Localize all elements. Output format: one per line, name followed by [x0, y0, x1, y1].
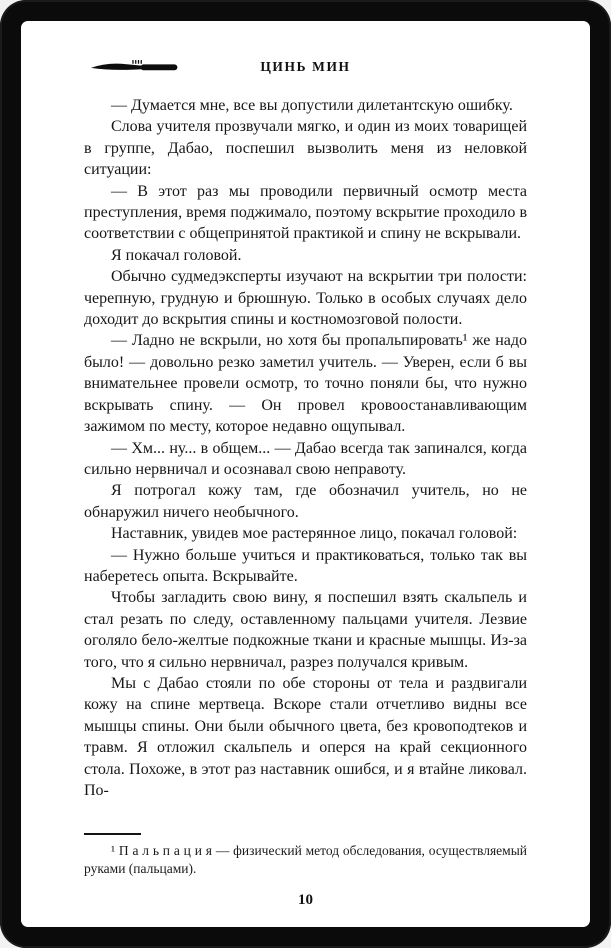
paragraph: Я покачал головой.	[111, 246, 242, 264]
paragraph: — В этот раз мы проводили первичный осмотр места преступления, время поджимало, поэтому вскрытие проходило в соответствии с общепринятой практикой и спину не вскрывали.	[84, 182, 527, 243]
body-text	[84, 95, 527, 801]
paragraph: Мы с Дабао стояли по обе стороны от тела и раздвигали кожу на спине мертвеца. Вскоре стали отчетливо видны все мышцы спины. Они были обычного цвета, без кровоподтеков и травм. Я отложил скальпель и оперся на край секционного стола. Похоже, в этот раз наставник ошибся, и я втайне ликовал. По-	[84, 674, 527, 799]
footnote-rule	[84, 833, 141, 835]
paragraph: — Думается мне, все вы допустили дилетантскую ошибку.	[111, 97, 513, 114]
footnote-block	[84, 827, 527, 878]
paragraph: Наставник, увидев мое растерянное лицо, покачал головой:	[111, 525, 518, 543]
page-number: 10	[298, 892, 313, 908]
running-head	[84, 55, 527, 81]
paragraph: — Нужно больше учиться и практиковаться, только так вы наберетесь опыта. Вскрывайте.	[84, 546, 527, 585]
paragraph: Слова учителя прозвучали мягко, и один из моих товарищей в группе, Дабао, поспешил вызволить меня из неловкой ситуации:	[84, 118, 527, 179]
paragraph: Чтобы загладить свою вину, я поспешил взять скальпель и стал резать по следу, оставленному пальцами учителя. Лезвие оголяло бело-желтые подкожные ткани и красные мышцы. Из-за того, что я сильно нервничал, разрез получался кривым.	[84, 589, 527, 671]
page	[21, 21, 590, 927]
author-name: ЦИНЬ МИН	[260, 59, 351, 74]
knife-icon	[90, 59, 182, 74]
paragraph: — Хм... ну... в общем... — Дабао всегда так запинался, когда сильно нервничал и осознавал свою неправоту.	[84, 439, 527, 478]
paragraph: Я потрогал кожу там, где обозначил учитель, но не обнаружил ничего необычного.	[84, 482, 527, 521]
paragraph: Обычно судмедэксперты изучают на вскрытии три полости: черепную, грудную и брюшную. Только в особых случаях дело доходит до вскрытия спины и костномозговой полости.	[84, 268, 527, 329]
paragraph: — Ладно не вскрыли, но хотя бы пропальпировать¹ же надо было! — довольно резко заметил учитель. — Уверен, если б вы внимательнее провели осмотр, то точно поняли бы, что нужно вскрывать спину. — Он провел кровоостанавливающим зажимом по месту, которое недавно ощупывал.	[84, 332, 527, 436]
footnote-text: ¹ П а л ь п а ц и я — физический метод обследования, осуществляемый руками (пальцами).	[84, 843, 527, 876]
